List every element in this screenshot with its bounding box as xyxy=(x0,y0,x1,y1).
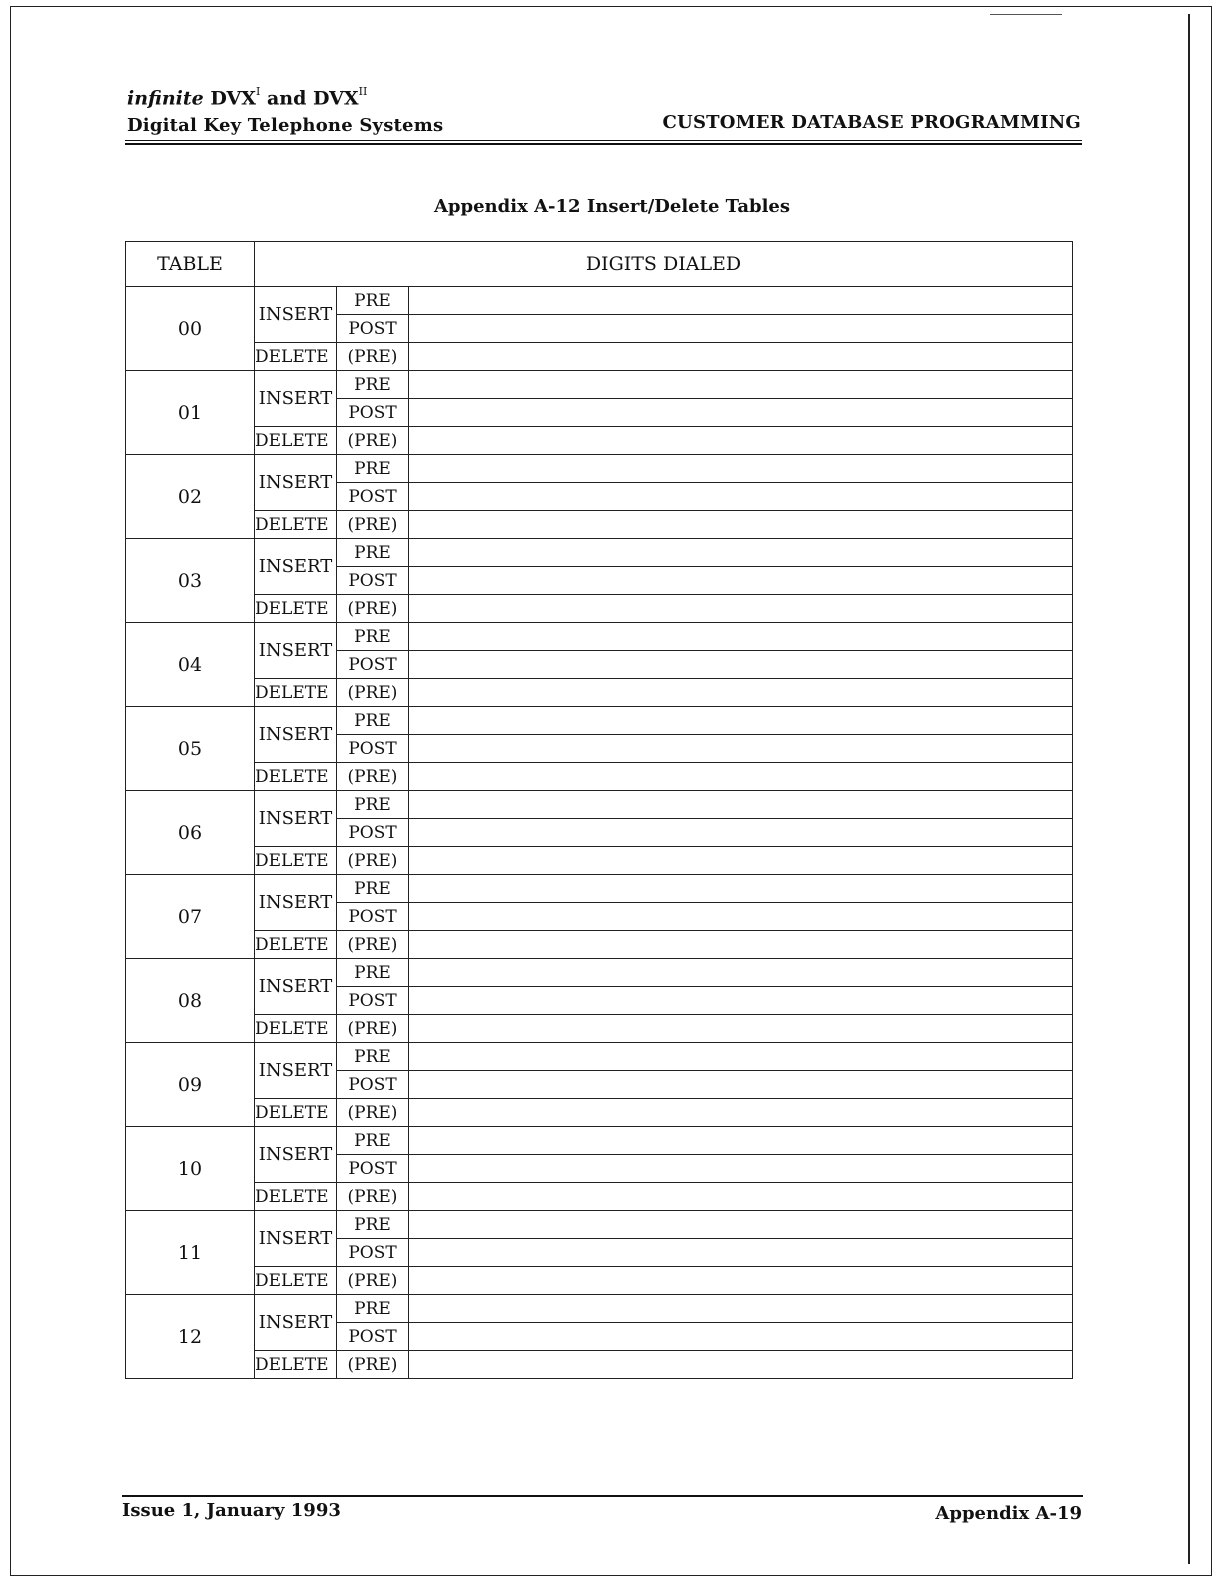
product-subtitle: Digital Key Telephone Systems xyxy=(127,115,444,137)
issue-date: Issue 1, January 1993 xyxy=(122,1500,341,1521)
post-label: POST xyxy=(337,1239,409,1267)
insert-label: INSERT xyxy=(255,707,337,763)
page-number: Appendix A-19 xyxy=(935,1503,1082,1524)
delete-pre-digits-field[interactable] xyxy=(409,511,1073,539)
table-number: 05 xyxy=(126,707,255,791)
product-name xyxy=(127,82,443,110)
pre-label: PRE xyxy=(337,287,409,315)
pre-label: PRE xyxy=(337,371,409,399)
table-number: 12 xyxy=(126,1295,255,1379)
delete-pre-label: (PRE) xyxy=(337,931,409,959)
table-row xyxy=(126,875,1073,903)
table-body xyxy=(126,287,1073,1379)
post-label: POST xyxy=(337,1323,409,1351)
table-row xyxy=(126,791,1073,819)
post-label: POST xyxy=(337,987,409,1015)
post-label: POST xyxy=(337,735,409,763)
insert-label: INSERT xyxy=(255,539,337,595)
insert-pre-digits-field[interactable] xyxy=(409,1043,1073,1071)
delete-pre-label: (PRE) xyxy=(337,595,409,623)
insert-post-digits-field[interactable] xyxy=(409,399,1073,427)
table-row xyxy=(126,539,1073,567)
table-number: 01 xyxy=(126,371,255,455)
table-row xyxy=(126,623,1073,651)
pre-label: PRE xyxy=(337,539,409,567)
insert-pre-digits-field[interactable] xyxy=(409,1295,1073,1323)
insert-delete-table xyxy=(125,241,1073,1379)
table-row xyxy=(126,1127,1073,1155)
insert-label: INSERT xyxy=(255,875,337,931)
pre-label: PRE xyxy=(337,1127,409,1155)
delete-pre-label: (PRE) xyxy=(337,1099,409,1127)
delete-pre-digits-field[interactable] xyxy=(409,1267,1073,1295)
post-label: POST xyxy=(337,1155,409,1183)
table-number: 00 xyxy=(126,287,255,371)
delete-label: DELETE xyxy=(255,931,337,959)
pre-label: PRE xyxy=(337,623,409,651)
delete-label: DELETE xyxy=(255,343,337,371)
insert-pre-digits-field[interactable] xyxy=(409,791,1073,819)
table-row xyxy=(126,1015,1073,1043)
delete-pre-digits-field[interactable] xyxy=(409,679,1073,707)
table-number: 10 xyxy=(126,1127,255,1211)
col-table-header: TABLE xyxy=(126,242,255,287)
pre-label: PRE xyxy=(337,1043,409,1071)
delete-pre-digits-field[interactable] xyxy=(409,1351,1073,1379)
post-label: POST xyxy=(337,315,409,343)
table-row xyxy=(126,1211,1073,1239)
insert-pre-digits-field[interactable] xyxy=(409,455,1073,483)
table-row xyxy=(126,707,1073,735)
insert-label: INSERT xyxy=(255,623,337,679)
pre-label: PRE xyxy=(337,1295,409,1323)
top-mark xyxy=(990,14,1062,15)
table-row xyxy=(126,1351,1073,1379)
insert-post-digits-field[interactable] xyxy=(409,819,1073,847)
table-header-row xyxy=(126,242,1073,287)
col-digits-header: DIGITS DIALED xyxy=(255,242,1073,287)
table-row xyxy=(126,679,1073,707)
table-number: 06 xyxy=(126,791,255,875)
delete-label: DELETE xyxy=(255,595,337,623)
insert-post-digits-field[interactable] xyxy=(409,987,1073,1015)
table-row xyxy=(126,1183,1073,1211)
table-number: 04 xyxy=(126,623,255,707)
table-row xyxy=(126,511,1073,539)
insert-post-digits-field[interactable] xyxy=(409,567,1073,595)
table-row xyxy=(126,959,1073,987)
table-row xyxy=(126,455,1073,483)
insert-label: INSERT xyxy=(255,1127,337,1183)
post-label: POST xyxy=(337,903,409,931)
insert-label: INSERT xyxy=(255,1295,337,1351)
insert-pre-digits-field[interactable] xyxy=(409,1211,1073,1239)
delete-label: DELETE xyxy=(255,1015,337,1043)
delete-pre-digits-field[interactable] xyxy=(409,1099,1073,1127)
header-rule xyxy=(125,140,1082,145)
pre-label: PRE xyxy=(337,791,409,819)
pre-label: PRE xyxy=(337,959,409,987)
delete-pre-label: (PRE) xyxy=(337,427,409,455)
delete-label: DELETE xyxy=(255,1183,337,1211)
delete-pre-label: (PRE) xyxy=(337,763,409,791)
delete-label: DELETE xyxy=(255,763,337,791)
insert-post-digits-field[interactable] xyxy=(409,1239,1073,1267)
table-row xyxy=(126,763,1073,791)
delete-label: DELETE xyxy=(255,1099,337,1127)
pre-label: PRE xyxy=(337,1211,409,1239)
insert-post-digits-field[interactable] xyxy=(409,1071,1073,1099)
delete-label: DELETE xyxy=(255,1351,337,1379)
insert-post-digits-field[interactable] xyxy=(409,1155,1073,1183)
insert-label: INSERT xyxy=(255,455,337,511)
delete-label: DELETE xyxy=(255,427,337,455)
brand-italic: infinite xyxy=(127,87,204,110)
post-label: POST xyxy=(337,483,409,511)
insert-pre-digits-field[interactable] xyxy=(409,287,1073,315)
table-row xyxy=(126,847,1073,875)
page-title: Appendix A-12 Insert/Delete Tables xyxy=(433,196,791,217)
delete-pre-label: (PRE) xyxy=(337,679,409,707)
delete-label: DELETE xyxy=(255,511,337,539)
insert-pre-digits-field[interactable] xyxy=(409,371,1073,399)
delete-pre-digits-field[interactable] xyxy=(409,427,1073,455)
table-row xyxy=(126,427,1073,455)
delete-label: DELETE xyxy=(255,1267,337,1295)
insert-post-digits-field[interactable] xyxy=(409,483,1073,511)
delete-label: DELETE xyxy=(255,847,337,875)
table-row xyxy=(126,287,1073,315)
brand-sup-2: II xyxy=(358,85,368,98)
delete-pre-digits-field[interactable] xyxy=(409,847,1073,875)
insert-pre-digits-field[interactable] xyxy=(409,623,1073,651)
insert-pre-digits-field[interactable] xyxy=(409,539,1073,567)
delete-pre-label: (PRE) xyxy=(337,847,409,875)
pre-label: PRE xyxy=(337,707,409,735)
table-row xyxy=(126,1043,1073,1071)
table-row xyxy=(126,595,1073,623)
post-label: POST xyxy=(337,819,409,847)
brand-dvx: DVX xyxy=(210,87,257,110)
post-label: POST xyxy=(337,651,409,679)
table-number: 11 xyxy=(126,1211,255,1295)
insert-label: INSERT xyxy=(255,959,337,1015)
table-number: 09 xyxy=(126,1043,255,1127)
post-label: POST xyxy=(337,1071,409,1099)
table-row xyxy=(126,371,1073,399)
table-row xyxy=(126,1267,1073,1295)
brand-sup-1: I xyxy=(256,85,261,98)
footer-rule xyxy=(122,1495,1083,1497)
delete-pre-label: (PRE) xyxy=(337,511,409,539)
delete-label: DELETE xyxy=(255,679,337,707)
insert-pre-digits-field[interactable] xyxy=(409,1127,1073,1155)
insert-pre-digits-field[interactable] xyxy=(409,959,1073,987)
insert-post-digits-field[interactable] xyxy=(409,1323,1073,1351)
document-header xyxy=(127,82,443,138)
insert-pre-digits-field[interactable] xyxy=(409,875,1073,903)
insert-post-digits-field[interactable] xyxy=(409,735,1073,763)
table-number: 07 xyxy=(126,875,255,959)
section-title: CUSTOMER DATABASE PROGRAMMING xyxy=(662,112,1081,133)
insert-pre-digits-field[interactable] xyxy=(409,707,1073,735)
table-row xyxy=(126,1295,1073,1323)
insert-post-digits-field[interactable] xyxy=(409,903,1073,931)
delete-pre-label: (PRE) xyxy=(337,1183,409,1211)
post-label: POST xyxy=(337,399,409,427)
table-row xyxy=(126,343,1073,371)
delete-pre-label: (PRE) xyxy=(337,1267,409,1295)
delete-pre-label: (PRE) xyxy=(337,343,409,371)
post-label: POST xyxy=(337,567,409,595)
delete-pre-label: (PRE) xyxy=(337,1015,409,1043)
table-row xyxy=(126,931,1073,959)
insert-label: INSERT xyxy=(255,791,337,847)
pre-label: PRE xyxy=(337,455,409,483)
brand-and-dvx: and DVX xyxy=(267,87,359,110)
table-number: 02 xyxy=(126,455,255,539)
delete-pre-digits-field[interactable] xyxy=(409,763,1073,791)
insert-label: INSERT xyxy=(255,1043,337,1099)
delete-pre-digits-field[interactable] xyxy=(409,1015,1073,1043)
binding-rule xyxy=(1188,14,1190,1564)
insert-post-digits-field[interactable] xyxy=(409,315,1073,343)
insert-label: INSERT xyxy=(255,371,337,427)
table-number: 03 xyxy=(126,539,255,623)
insert-label: INSERT xyxy=(255,287,337,343)
delete-pre-label: (PRE) xyxy=(337,1351,409,1379)
delete-pre-digits-field[interactable] xyxy=(409,931,1073,959)
delete-pre-digits-field[interactable] xyxy=(409,595,1073,623)
delete-pre-digits-field[interactable] xyxy=(409,1183,1073,1211)
pre-label: PRE xyxy=(337,875,409,903)
insert-post-digits-field[interactable] xyxy=(409,651,1073,679)
delete-pre-digits-field[interactable] xyxy=(409,343,1073,371)
table-number: 08 xyxy=(126,959,255,1043)
insert-label: INSERT xyxy=(255,1211,337,1267)
table-row xyxy=(126,1099,1073,1127)
